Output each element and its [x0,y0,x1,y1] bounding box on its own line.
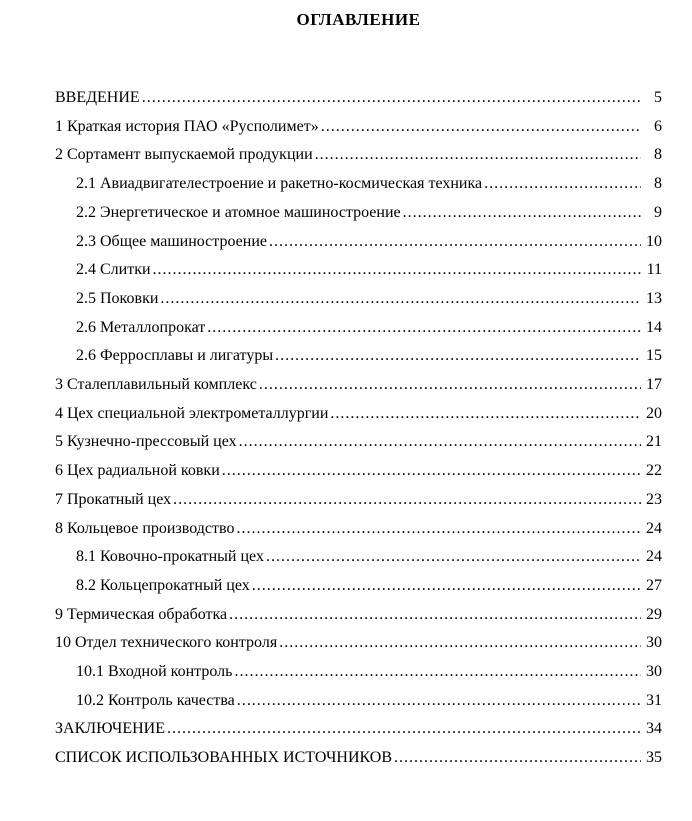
toc-entry [55,486,662,515]
toc-entry-page-number: 17 [646,376,662,394]
toc-entry-label: 8.1 Ковочно-прокатный цех [76,548,264,566]
toc-entry-page-number: 9 [654,203,662,221]
toc-entry-page-number: 30 [646,663,662,681]
dot-leader [237,687,641,716]
toc-entry [55,371,662,400]
toc-entry-label: СПИСОК ИСПОЛЬЗОВАННЫХ ИСТОЧНИКОВ [55,749,393,767]
dot-leader [279,629,641,658]
toc-entry-page-number: 27 [646,576,662,594]
dot-leader [153,256,641,285]
dot-leader [234,658,641,687]
toc-entry-page-number: 34 [646,720,662,738]
toc-entry-page-number: 29 [646,605,662,623]
dot-leader [403,199,641,228]
toc-entry [55,170,662,199]
toc-entry-page-number: 31 [646,691,662,709]
dot-leader [229,601,641,630]
toc-entry-label: 2.4 Слитки [76,261,151,279]
toc-entry-label: 4 Цех специальной электрометаллургии [55,404,329,422]
toc-entry [55,457,662,486]
toc-entry-page-number: 15 [646,347,662,365]
dot-leader [330,400,641,429]
toc-entry-page-number: 14 [646,318,662,336]
toc-entry-page-number: 21 [646,433,662,451]
toc-entry [55,715,662,744]
toc-entry [55,658,662,687]
toc-entry [55,687,662,716]
toc-entry [55,141,662,170]
dot-leader [259,371,641,400]
toc-entry [55,228,662,257]
toc-entry-label: 2.6 Металлопрокат [76,318,206,336]
toc-entry-page-number: 10 [646,232,662,250]
toc-entry [55,543,662,572]
dot-leader [252,572,641,601]
toc-entry [55,285,662,314]
dot-leader [207,314,641,343]
toc-entry [55,256,662,285]
toc-entry-label: 10.2 Контроль качества [76,691,235,709]
toc-entry [55,572,662,601]
toc-entry-label: 2 Сортамент выпускаемой продукции [55,146,313,164]
toc-entry [55,199,662,228]
toc-entry-label: 8 Кольцевое производство [55,519,235,537]
toc-entry [55,629,662,658]
toc-entry-label: 5 Кузнечно-прессовый цех [55,433,237,451]
toc-entry-label: 3 Сталеплавильный комплекс [55,376,257,394]
toc-entry-label: ЗАКЛЮЧЕНИЕ [55,720,165,738]
toc-entry-label: 10.1 Входной контроль [76,663,233,681]
toc-entry-page-number: 24 [646,519,662,537]
toc-entry [55,428,662,457]
toc-entry-page-number: 8 [654,175,662,193]
toc-entry-page-number: 24 [646,548,662,566]
dot-leader [484,170,641,199]
toc-entry [55,113,662,142]
dot-leader [394,744,641,773]
toc-entry-page-number: 6 [654,117,662,135]
toc-entry-page-number: 11 [646,261,662,279]
dot-leader [269,228,641,257]
dot-leader [173,486,641,515]
toc-entry-page-number: 5 [654,89,662,106]
dot-leader [222,457,641,486]
toc-entry-label: 2.1 Авиадвигателестроение и ракетно-космическая техника [76,175,483,193]
toc-entry [55,515,662,544]
dot-leader [236,515,641,544]
toc-entry-label: 2.3 Общее машиностроение [76,232,267,250]
toc-entry [55,601,662,630]
page-title: ОГЛАВЛЕНИЕ [296,10,421,29]
toc-entry [55,314,662,343]
dot-leader [315,141,641,170]
dot-leader [275,342,641,371]
toc-entry-page-number: 35 [646,749,662,767]
toc-entry-page-number: 8 [654,146,662,164]
toc-entry-label: 10 Отдел технического контроля [55,634,278,652]
dot-leader [160,285,641,314]
toc-entry-label: 7 Прокатный цех [55,490,172,508]
toc-entry-label: 2.2 Энергетическое и атомное машиностроение [76,203,401,221]
toc-entry [55,744,662,773]
dot-leader [167,715,641,744]
toc-list [55,84,662,773]
toc-entry-label: 2.5 Поковки [76,289,159,307]
toc-entry-page-number: 20 [646,404,662,422]
dot-leader [321,113,641,142]
toc-entry-label: 6 Цех радиальной ковки [55,462,220,480]
toc-entry-label: ВВЕДЕНИЕ [55,89,140,106]
dot-leader [142,84,641,113]
toc-entry-label: 8.2 Кольцепрокатный цех [76,576,250,594]
toc-entry-page-number: 30 [646,634,662,652]
toc-entry-label: 1 Краткая история ПАО «Русполимет» [55,117,319,135]
toc-entry-page-number: 23 [646,490,662,508]
toc-entry [55,84,662,113]
toc-entry [55,342,662,371]
toc-entry-page-number: 22 [646,462,662,480]
toc-entry-page-number: 13 [646,289,662,307]
toc-entry-label: 2.6 Ферросплавы и лигатуры [76,347,274,365]
toc-entry [55,400,662,429]
dot-leader [266,543,641,572]
dot-leader [239,428,641,457]
toc-entry-label: 9 Термическая обработка [55,605,228,623]
